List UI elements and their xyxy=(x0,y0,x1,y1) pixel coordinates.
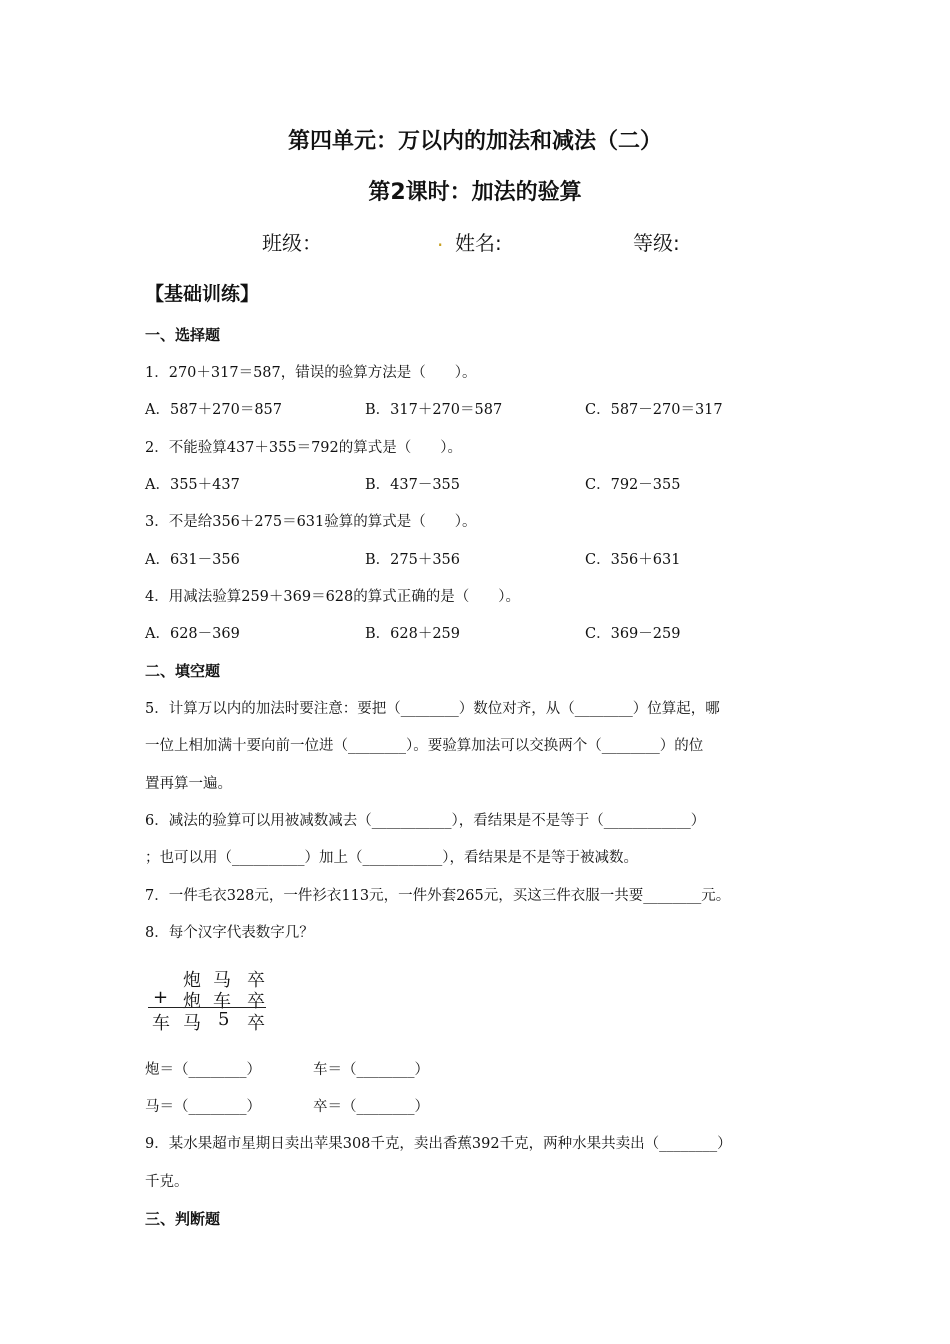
q1-option-b: B．317＋270＝587 xyxy=(365,402,503,418)
puzzle-r3-c4: 卒 xyxy=(247,1013,265,1034)
q4-option-c: C．369－259 xyxy=(585,626,681,642)
question-7: 7．一件毛衣328元，一件衫衣113元，一件外套265元，买这三件衣服一共要________元。 xyxy=(145,888,731,904)
class-label: 班级： xyxy=(262,231,322,255)
q1-option-c: C．587－270＝317 xyxy=(585,402,723,418)
puzzle-r2-c1: 炮 xyxy=(183,991,201,1012)
puzzle-r3-c1: 车 xyxy=(152,1013,170,1034)
question-2: 2．不能验算437＋355＝792的算式是（ ）。 xyxy=(145,440,463,456)
separator-dot: . xyxy=(437,227,444,251)
section-fill-title: 二、填空题 xyxy=(145,662,221,680)
puzzle-sum-line xyxy=(148,1007,266,1008)
answer-pao: 炮＝（________） xyxy=(145,1062,261,1078)
q3-option-a: A．631－356 xyxy=(145,552,240,568)
puzzle-plus-sign: + xyxy=(153,987,169,1008)
section-judge-title: 三、判断题 xyxy=(145,1210,221,1228)
puzzle-r2-c3: 卒 xyxy=(247,991,265,1012)
q4-option-a: A．628－369 xyxy=(145,626,240,642)
page-subtitle: 第2课时：加法的验算 xyxy=(368,180,582,205)
q3-option-c: C．356＋631 xyxy=(585,552,681,568)
question-5-line-1: 5．计算万以内的加法时要注意：要把（________）数位对齐，从（________）位算起，哪 xyxy=(145,701,720,717)
question-8: 8．每个汉字代表数字几？ xyxy=(145,925,314,941)
question-5-line-3: 置再算一遍。 xyxy=(145,776,232,792)
q1-option-a: A．587＋270＝857 xyxy=(145,402,282,418)
grade-label: 等级: xyxy=(633,231,680,255)
question-1: 1．270＋317＝587，错误的验算方法是（ ）。 xyxy=(145,365,477,381)
puzzle-r1-c3: 卒 xyxy=(247,970,265,991)
answer-ma: 马＝（________） xyxy=(145,1099,261,1115)
question-6-line-1: 6．减法的验算可以用被减数减去（___________），看结果是不是等于（____________） xyxy=(145,813,706,829)
puzzle-r1-c1: 炮 xyxy=(183,970,201,991)
puzzle-r2-c2: 车 xyxy=(213,991,231,1012)
q4-option-b: B．628＋259 xyxy=(365,626,461,642)
question-5-line-2: 一位上相加满十要向前一位进（________）。要验算加法可以交换两个（________）的位 xyxy=(145,738,704,754)
page-title: 第四单元：万以内的加法和减法（二） xyxy=(287,129,662,154)
question-4: 4．用减法验算259＋369＝628的算式正确的是（ ）。 xyxy=(145,589,521,605)
puzzle-r1-c2: 马 xyxy=(213,970,231,991)
section-choice-title: 一、选择题 xyxy=(145,326,221,344)
name-label: 姓名: xyxy=(455,231,502,255)
q3-option-b: B．275＋356 xyxy=(365,552,461,568)
question-6-line-2: ；也可以用（__________）加上（___________），看结果是不是等于被减数。 xyxy=(145,850,638,866)
puzzle-r3-c2: 马 xyxy=(183,1013,201,1034)
basic-training-heading: 【基础训练】 xyxy=(145,283,260,305)
answer-che: 车＝（________） xyxy=(313,1062,429,1078)
q2-option-b: B．437－355 xyxy=(365,477,461,493)
puzzle-r3-c3: 5 xyxy=(218,1009,230,1030)
question-9-line-2: 千克。 xyxy=(145,1174,189,1190)
q2-option-a: A．355＋437 xyxy=(145,477,240,493)
question-3: 3．不是给356＋275＝631验算的算式是（ ）。 xyxy=(145,514,477,530)
q2-option-c: C．792－355 xyxy=(585,477,681,493)
question-9-line-1: 9．某水果超市星期日卖出苹果308千克，卖出香蕉392千克，两种水果共卖出（________） xyxy=(145,1136,732,1152)
answer-zu: 卒＝（________） xyxy=(313,1099,429,1115)
